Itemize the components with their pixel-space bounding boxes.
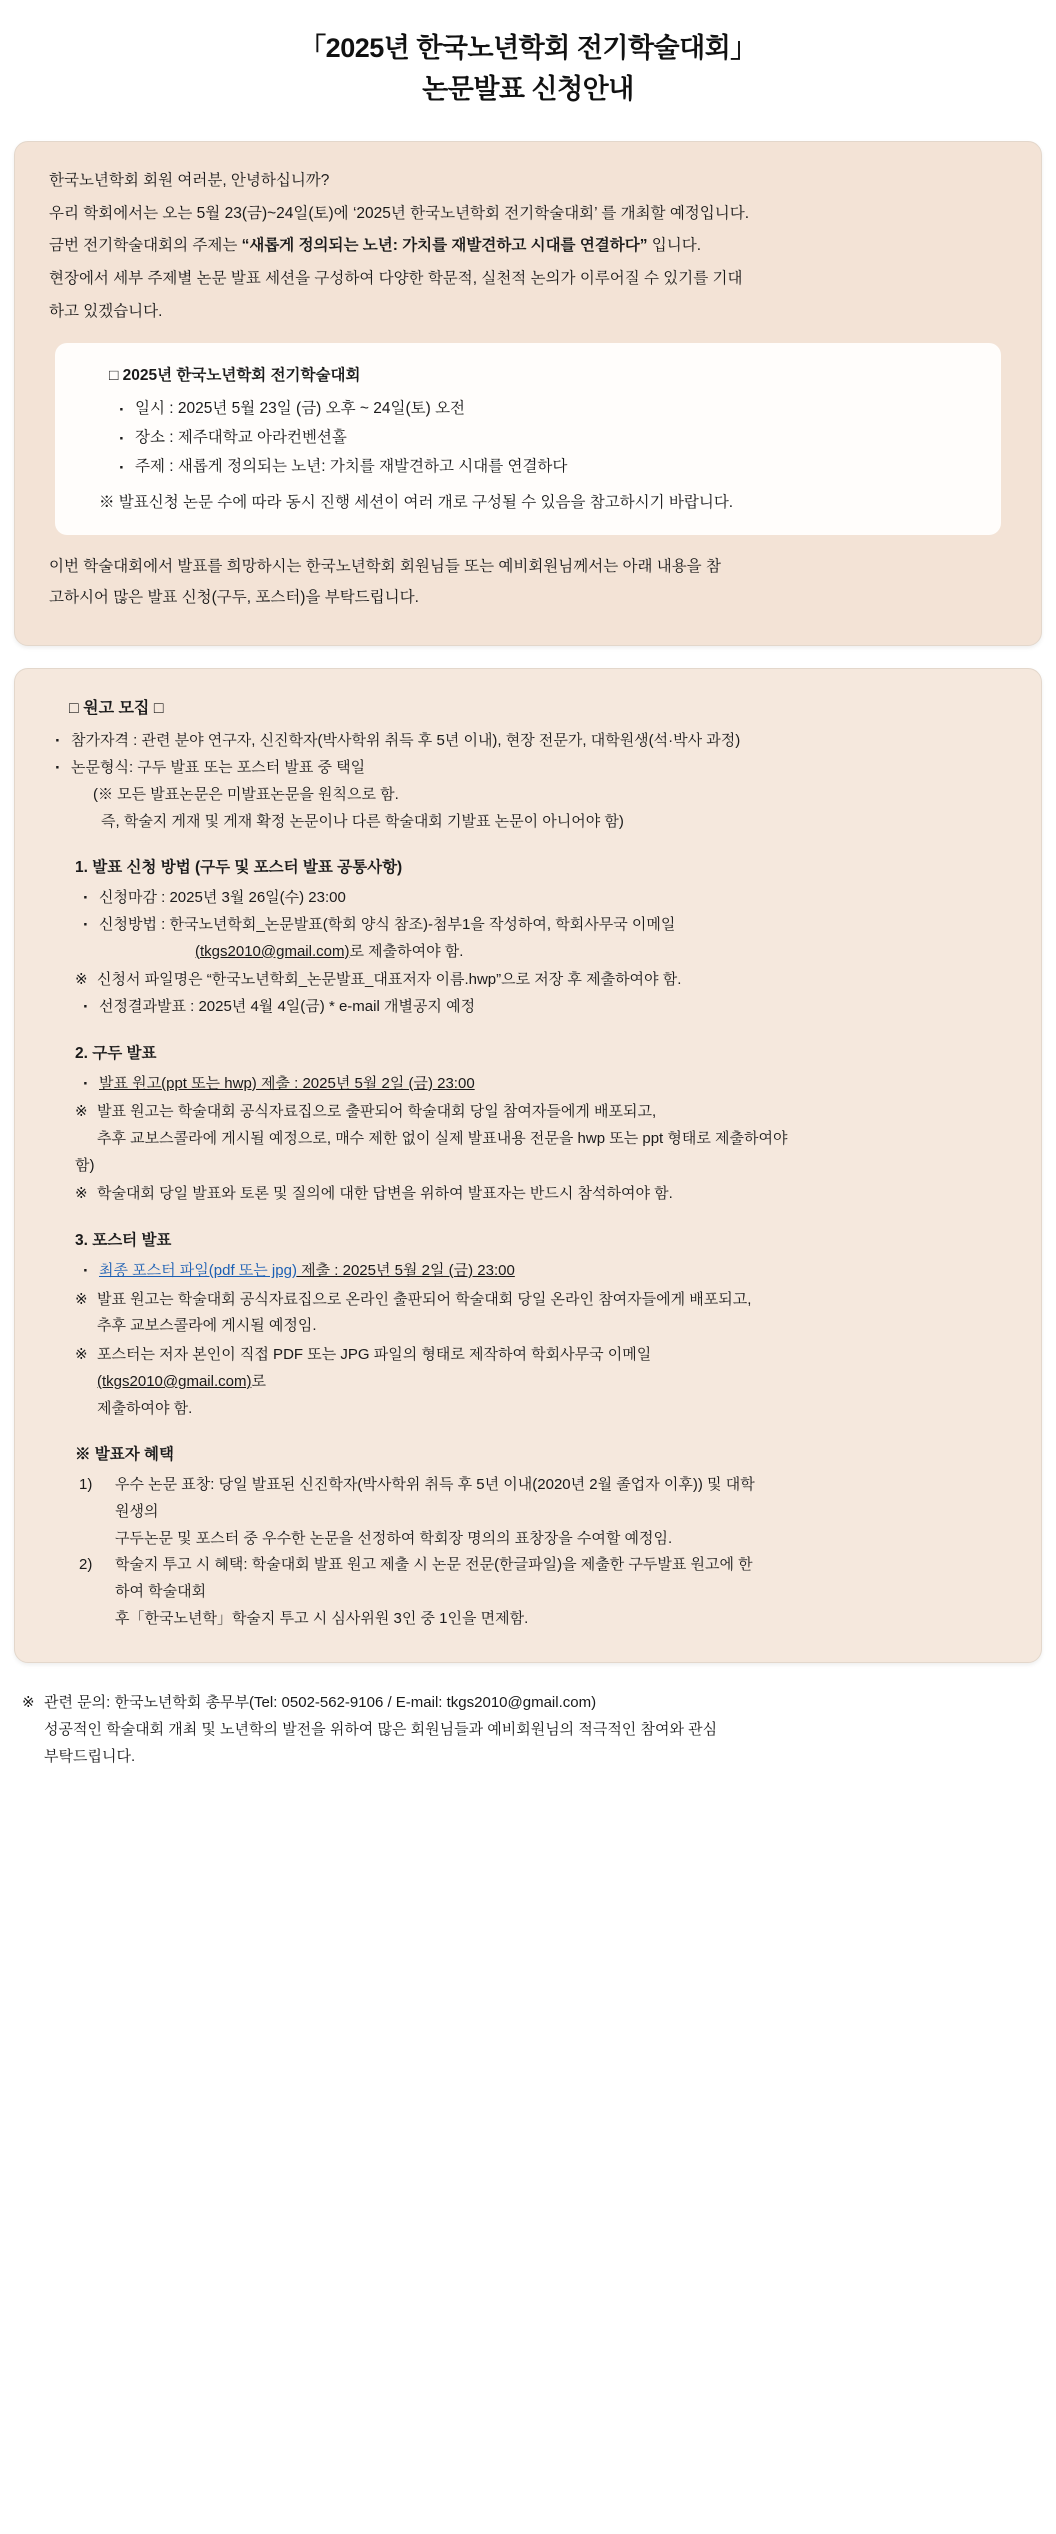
list-item bbox=[75, 1472, 1011, 1499]
title-line-1: 「2025년 한국노년학회 전기학술대회」 bbox=[299, 33, 757, 63]
intro-card bbox=[14, 141, 1042, 646]
section-1-list bbox=[45, 885, 1011, 938]
footer-line-3: 부탁드립니다. bbox=[44, 1748, 136, 1766]
intro-paragraph-2 bbox=[49, 233, 1007, 260]
list-item: · 참가자격 : 관련 분야 연구자, 신진학자(박사학위 취득 후 5년 이내), 현장 전문가, 대학원생(석·박사 과정) bbox=[51, 728, 1011, 755]
conference-info-box bbox=[55, 343, 1001, 535]
section-3-heading: 3. 포스터 발표 bbox=[75, 1232, 172, 1250]
intro-paragraph-4: 하고 있겠습니다. bbox=[49, 302, 163, 320]
benefit-1-line-3: 구두논문 및 포스터 중 우수한 논문을 선정하여 학회장 명의의 표창장을 수여할 예정임. bbox=[115, 1529, 673, 1547]
list-item bbox=[75, 1552, 1011, 1579]
society-email-link-2[interactable]: (tkgs2010@gmail.com) bbox=[97, 1372, 252, 1390]
footer-line-2: 성공적인 학술대회 개최 및 노년학의 발전을 위하여 많은 회원님들과 예비회원님의 적극적인 참여와 관심 bbox=[44, 1721, 718, 1739]
section-1-heading: 1. 발표 신청 방법 (구두 및 포스터 발표 공통사항) bbox=[75, 859, 403, 877]
section-2-heading: 2. 구두 발표 bbox=[75, 1044, 157, 1062]
list-item: · 일시 : 2025년 5월 23일 (금) 오후 ~ 24일(토) 오전 bbox=[117, 395, 973, 424]
benefit-1-line-2: 원생의 bbox=[115, 1502, 159, 1520]
section-2-note-1-cont-1: 추후 교보스콜라에 게시될 예정으로, 매수 제한 없이 실제 발표내용 전문을 hwp 또는 ppt 형태로 제출하여야 bbox=[97, 1130, 788, 1147]
list-item: · 선정결과발표 : 2025년 4월 4일(금) * e-mail 개별공지 예정 bbox=[79, 994, 1011, 1021]
list-item: · 신청마감 : 2025년 3월 26일(수) 23:00 bbox=[79, 885, 1011, 912]
list-item: · 장소 : 제주대학교 아라컨벤션홀 bbox=[117, 424, 973, 453]
section-2-list bbox=[45, 1071, 1011, 1098]
poster-deadline-text: 제출 : 2025년 5월 2일 (금) 23:00 bbox=[296, 1262, 515, 1280]
footer-contact bbox=[22, 1689, 1034, 1770]
recruit-subnote-1: (※ 모든 발표논문은 미발표논문을 원칙으로 함. bbox=[93, 785, 399, 803]
section-1-note: ※ 신청서 파일명은 “한국노년학회_논문발표_대표저자 이름.hwp”으로 저장 후 제출하여야 함. bbox=[75, 967, 1011, 994]
section-3-note-2-email bbox=[97, 1369, 1011, 1396]
intro-p2-suffix: 입니다. bbox=[647, 237, 702, 255]
conference-info-heading: □ 2025년 한국노년학회 전기학술대회 bbox=[109, 367, 361, 385]
section-3-email-tail: 로 bbox=[251, 1372, 266, 1390]
conference-info-list bbox=[83, 395, 973, 481]
section-1-email-line bbox=[195, 939, 1011, 966]
benefits-heading: ※ 발표자 혜택 bbox=[75, 1446, 174, 1464]
benefits-list bbox=[45, 1472, 1011, 1499]
intro-greeting: 한국노년학회 회원 여러분, 안녕하십니까? bbox=[49, 172, 330, 189]
section-1-email-tail: 로 제출하여야 함. bbox=[349, 942, 464, 960]
invitation-line-1: 이번 학술대회에서 발표를 희망하시는 한국노년학회 회원님들 또는 예비회원님께서는 아래 내용을 참 bbox=[49, 558, 721, 576]
conference-info-note: ※ 발표신청 논문 수에 따라 동시 진행 세션이 여러 개로 구성될 수 있음을 참고하시기 바랍니다. bbox=[99, 494, 734, 512]
section-1-list-2 bbox=[45, 994, 1011, 1021]
list-item bbox=[79, 1071, 1011, 1098]
society-email-link[interactable]: (tkgs2010@gmail.com) bbox=[195, 942, 350, 960]
section-2-note-2: ※ 학술대회 당일 발표와 토론 및 질의에 대한 답변을 위하여 발표자는 반드시 참석하여야 함. bbox=[75, 1181, 1011, 1208]
submission-card bbox=[14, 668, 1042, 1663]
intro-paragraph-3: 현장에서 세부 주제별 논문 발표 세션을 구성하여 다양한 학문적, 실천적 논의가 이루어질 수 있기를 기대 bbox=[49, 269, 743, 287]
oral-deadline-text: 발표 원고(ppt 또는 hwp) 제출 : 2025년 5월 2일 (금) 23:00 bbox=[99, 1074, 475, 1092]
benefits-list-2 bbox=[45, 1552, 1011, 1579]
benefit-1-marker: 1) bbox=[79, 1476, 93, 1494]
conference-theme-quote: “새롭게 정의되는 노년: 가치를 재발견하고 시대를 연결하다” bbox=[241, 237, 648, 255]
benefit-2-line-2: 하여 학술대회 bbox=[115, 1582, 207, 1600]
benefit-2-marker: 2) bbox=[79, 1556, 93, 1574]
intro-p2-prefix: 금번 전기학술대회의 주제는 bbox=[49, 237, 242, 255]
invitation-text bbox=[49, 553, 1007, 611]
apply-method-text: 신청방법 : 한국노년학회_논문발표(학회 양식 참조)-첨부1을 작성하여, 학회사무국 이메일 bbox=[99, 915, 676, 933]
list-item: · 주제 : 새롭게 정의되는 노년: 가치를 재발견하고 시대를 연결하다 bbox=[117, 453, 973, 482]
footer-line-1: ※ 관련 문의: 한국노년학회 총무부(Tel: 0502-562-9106 / E-mail: tkgs2010@gmail.com) bbox=[22, 1689, 1034, 1716]
recruit-list bbox=[45, 728, 1011, 781]
recruit-subnote-2: 즉, 학술지 게재 및 게재 확정 논문이나 다른 학술대회 기발표 논문이 아니어야 함) bbox=[101, 812, 624, 830]
intro-text bbox=[49, 168, 1007, 325]
benefit-2-line-1: 학술지 투고 시 혜택: 학술대회 발표 원고 제출 시 논문 전문(한글파일)을 제출한 구두발표 원고에 한 bbox=[115, 1556, 753, 1574]
page-title bbox=[0, 0, 1056, 127]
list-item bbox=[79, 1258, 1011, 1285]
list-item: · 논문형식: 구두 발표 또는 포스터 발표 중 택일 bbox=[51, 755, 1011, 782]
section-3-list bbox=[45, 1258, 1011, 1285]
section-3-note-1: ※ 발표 원고는 학술대회 공식자료집으로 온라인 출판되어 학술대회 당일 온라인 참여자들에게 배포되고, bbox=[75, 1287, 1011, 1314]
section-3-note-2: ※ 포스터는 저자 본인이 직접 PDF 또는 JPG 파일의 형태로 제작하여 학회사무국 이메일 bbox=[75, 1342, 1011, 1369]
poster-file-link[interactable]: 최종 포스터 파일(pdf 또는 jpg) bbox=[99, 1262, 297, 1280]
recruit-heading: □ 원고 모집 □ bbox=[69, 700, 164, 718]
section-2-note-1: ※ 발표 원고는 학술대회 공식자료집으로 출판되어 학술대회 당일 참여자들에게 배포되고, bbox=[75, 1099, 1011, 1126]
intro-paragraph-1: 우리 학회에서는 오는 5월 23(금)~24일(토)에 ‘2025년 한국노년학회 전기학술대회’ 를 개최할 예정입니다. bbox=[49, 204, 749, 222]
benefit-1-line-1: 우수 논문 표창: 당일 발표된 신진학자(박사학위 취득 후 5년 이내(2020년 2월 졸업자 이후)) 및 대학 bbox=[115, 1476, 755, 1494]
title-line-2: 논문발표 신청안내 bbox=[422, 73, 634, 104]
list-item bbox=[79, 912, 1011, 939]
section-2-note-1-cont-2: 함) bbox=[75, 1156, 95, 1174]
invitation-line-2: 고하시어 많은 발표 신청(구두, 포스터)을 부탁드립니다. bbox=[49, 589, 419, 607]
section-3-note-1-cont: 추후 교보스콜라에 게시될 예정임. bbox=[97, 1317, 317, 1335]
section-3-note-2-cont: 제출하여야 함. bbox=[97, 1399, 193, 1417]
benefit-2-line-3: 후「한국노년학」학술지 투고 시 심사위원 3인 중 1인을 면제함. bbox=[115, 1609, 529, 1627]
